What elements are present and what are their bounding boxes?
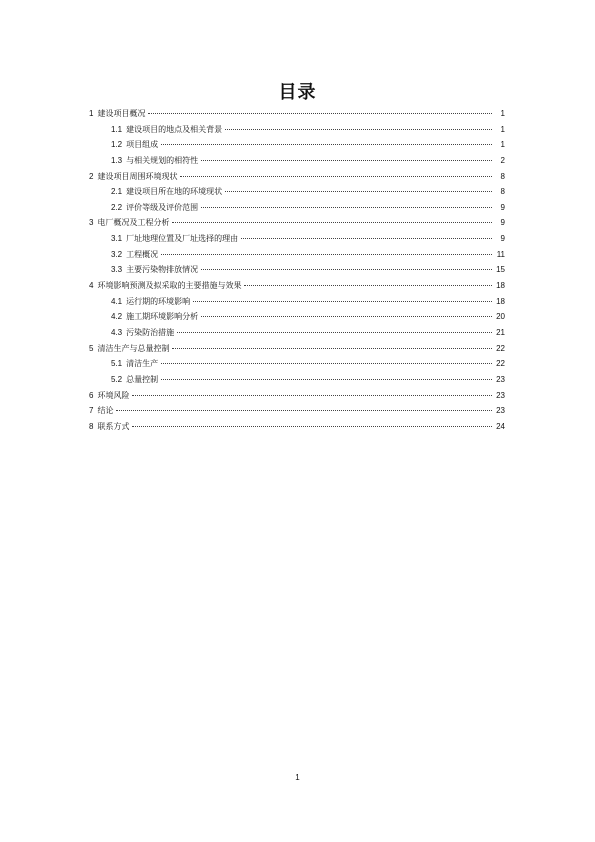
toc-entry-3[interactable] [89, 215, 505, 231]
toc-entry-page: 18 [496, 281, 505, 291]
toc-entry-page: 21 [496, 327, 505, 337]
toc-entry-label: 与相关规划的相符性 [126, 155, 199, 165]
toc-entry-2-1[interactable] [89, 184, 505, 200]
dot-leader [201, 316, 492, 317]
toc-entry-number: 7 [89, 406, 94, 416]
toc-entry-label: 施工期环境影响分析 [126, 312, 199, 322]
dot-leader [225, 191, 492, 192]
toc-entry-number: 5.1 [111, 359, 123, 369]
toc-entry-page: 1 [500, 124, 505, 134]
toc-entry-1[interactable] [89, 106, 505, 122]
toc-entry-1-1[interactable] [89, 122, 505, 138]
toc-entry-number: 4.1 [111, 296, 123, 306]
dot-leader [161, 254, 492, 255]
toc-entry-label: 评价等级及评价范围 [126, 202, 199, 212]
toc-entry-number: 3 [89, 218, 94, 228]
dot-leader [116, 410, 492, 411]
dot-leader [132, 426, 492, 427]
dot-leader [161, 144, 492, 145]
toc-entry-1-3[interactable] [89, 153, 505, 169]
toc-entry-label: 项目组成 [126, 140, 159, 150]
dot-leader [177, 332, 492, 333]
toc-entry-2[interactable] [89, 169, 505, 185]
toc-entry-label: 清洁生产 [126, 359, 159, 369]
toc-entry-page: 8 [500, 187, 505, 197]
dot-leader [201, 269, 492, 270]
toc-entry-number: 1.3 [111, 155, 123, 165]
toc-entry-number: 4 [89, 281, 94, 291]
toc-entry-5-1[interactable] [89, 356, 505, 372]
toc-entry-label: 污染防治措施 [126, 327, 175, 337]
toc-entry-page: 1 [500, 140, 505, 150]
toc-entry-page: 9 [500, 234, 505, 244]
toc-entry-page: 24 [496, 421, 505, 431]
toc-entry-label: 主要污染物排放情况 [126, 265, 199, 275]
toc-entry-label: 总量控制 [126, 374, 159, 384]
toc-entry-number: 3.3 [111, 265, 123, 275]
toc-entry-number: 2.2 [111, 202, 123, 212]
toc-entry-page: 23 [496, 390, 505, 400]
dot-leader [193, 301, 492, 302]
toc-entry-label: 运行期的环境影响 [126, 296, 191, 306]
toc-entry-number: 5 [89, 343, 94, 353]
toc-entry-page: 8 [500, 171, 505, 181]
toc-entry-number: 1.1 [111, 124, 123, 134]
toc-entry-page: 1 [500, 109, 505, 118]
toc-entry-page: 11 [496, 249, 505, 259]
toc-entry-label: 联系方式 [97, 421, 130, 431]
toc-entry-page: 22 [496, 359, 505, 369]
toc-entry-page: 22 [496, 343, 505, 353]
toc-title: 目录 [278, 82, 317, 103]
toc-entry-page: 23 [496, 374, 505, 384]
toc-entry-page: 18 [496, 296, 505, 306]
dot-leader [172, 348, 492, 349]
toc-entry-4-3[interactable] [89, 325, 505, 341]
toc-entry-8[interactable] [89, 419, 505, 435]
toc-entry-page: 9 [500, 202, 505, 212]
toc-entry-page: 23 [496, 406, 505, 416]
toc-entry-number: 3.1 [111, 234, 123, 244]
dot-leader [241, 238, 492, 239]
toc-entry-number: 1 [89, 109, 94, 118]
toc-entry-label: 建设项目周围环境现状 [97, 171, 178, 181]
toc-entry-label: 电厂概况及工程分析 [97, 218, 170, 228]
toc-entry-label: 结论 [97, 406, 114, 416]
toc-entry-page: 9 [500, 218, 505, 228]
dot-leader [244, 285, 492, 286]
toc-entry-number: 1.2 [111, 140, 123, 150]
toc-entry-label: 工程概况 [126, 249, 159, 259]
toc-entry-label: 建设项目所在地的环境现状 [126, 187, 223, 197]
dot-leader [161, 363, 492, 364]
toc-entry-5[interactable] [89, 341, 505, 357]
toc-entry-4-1[interactable] [89, 294, 505, 310]
toc-entry-2-2[interactable] [89, 200, 505, 216]
toc-entry-3-2[interactable] [89, 247, 505, 263]
toc-entry-4[interactable] [89, 278, 505, 294]
table-of-contents [89, 106, 505, 434]
dot-leader [132, 395, 492, 396]
toc-entry-label: 厂址地理位置及厂址选择的理由 [126, 234, 239, 244]
toc-entry-label: 环境风险 [97, 390, 130, 400]
toc-entry-label: 环境影响预测及拟采取的主要措施与效果 [97, 281, 242, 291]
toc-entry-page: 2 [500, 155, 505, 165]
toc-entry-number: 2 [89, 171, 94, 181]
toc-entry-number: 8 [89, 421, 94, 431]
page-number: 1 [295, 773, 300, 782]
toc-entry-4-2[interactable] [89, 309, 505, 325]
toc-entry-number: 5.2 [111, 374, 123, 384]
toc-entry-page: 20 [496, 312, 505, 322]
toc-entry-3-1[interactable] [89, 231, 505, 247]
toc-entry-number: 3.2 [111, 249, 123, 259]
toc-entry-number: 2.1 [111, 187, 123, 197]
dot-leader [161, 379, 492, 380]
dot-leader [148, 113, 492, 114]
toc-entry-page: 15 [496, 265, 505, 275]
dot-leader [201, 207, 492, 208]
dot-leader [180, 176, 492, 177]
toc-entry-5-2[interactable] [89, 372, 505, 388]
dot-leader [201, 160, 492, 161]
toc-entry-1-2[interactable] [89, 137, 505, 153]
toc-entry-label: 清洁生产与总量控制 [97, 343, 170, 353]
toc-entry-6[interactable] [89, 388, 505, 404]
toc-entry-label: 建设项目的地点及相关背景 [126, 124, 223, 134]
dot-leader [225, 129, 492, 130]
toc-entry-label: 建设项目概况 [97, 109, 146, 118]
toc-entry-number: 4.2 [111, 312, 123, 322]
toc-entry-3-3[interactable] [89, 262, 505, 278]
toc-entry-number: 6 [89, 390, 94, 400]
dot-leader [172, 222, 492, 223]
toc-entry-number: 4.3 [111, 327, 123, 337]
toc-entry-7[interactable] [89, 403, 505, 419]
